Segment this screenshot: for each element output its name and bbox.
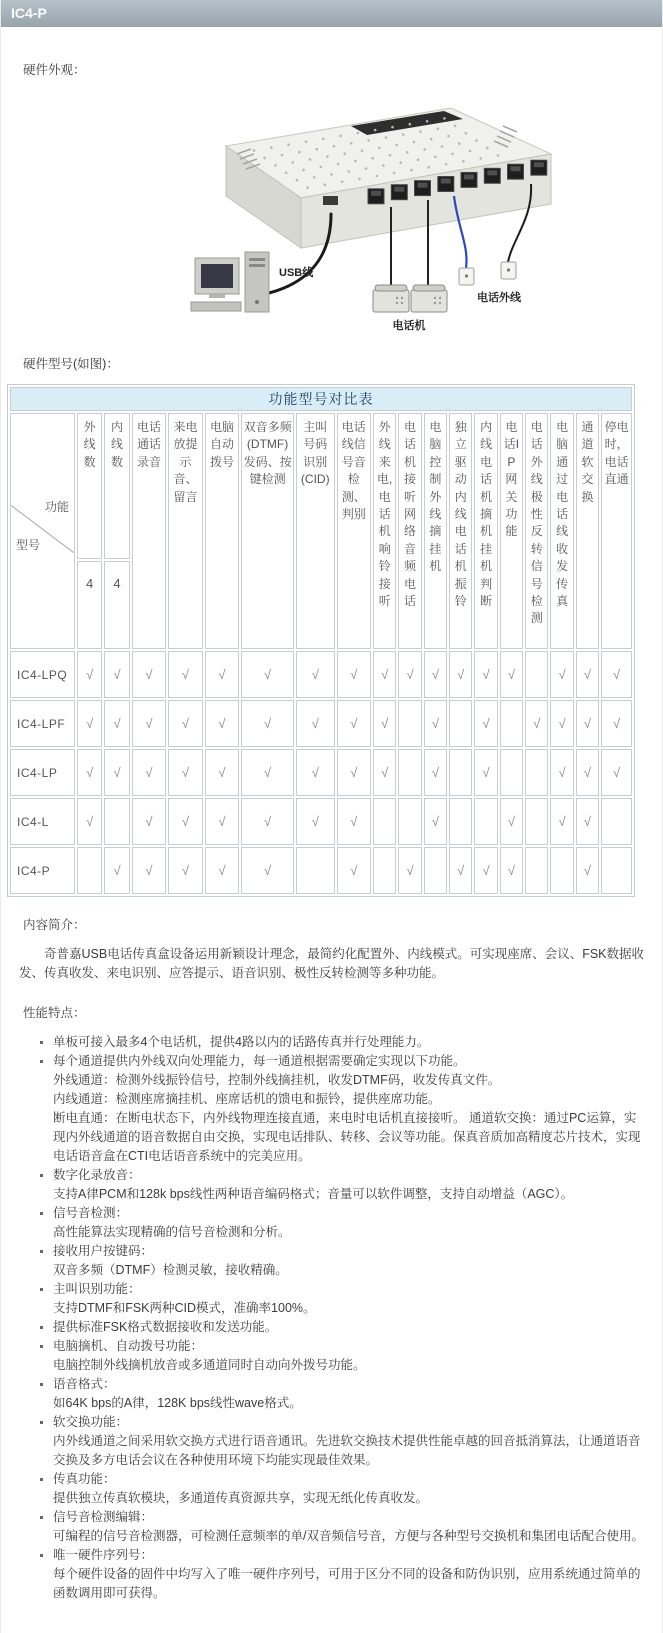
check-cell: √ [241,700,294,747]
check-cell [500,749,523,796]
check-cell: √ [474,749,497,796]
telephone-1 [373,285,409,312]
check-cell: √ [132,700,167,747]
feature-title: 电脑摘机、自动拨号功能： [53,1339,204,1353]
feature-detail: 如64K bps的A律，128K bps线性wave格式。 [53,1396,302,1410]
column-header: 内线电话机摘机挂机判断 [474,413,497,649]
check-cell: √ [576,847,599,894]
feature-item [53,1166,648,1204]
check-cell [398,700,421,747]
check-cell [474,798,497,845]
feature-title: 软交换功能： [53,1415,129,1429]
check-cell: √ [373,749,396,796]
check-cell: √ [205,749,240,796]
hardware-figure [1,86,662,338]
intro-label: 内容简介： [23,918,86,932]
check-cell: √ [576,651,599,698]
model-cell: IC4-P [10,847,75,894]
corner-bottom-label: 型号 [16,538,41,552]
check-cell: √ [241,798,294,845]
check-cell: √ [337,847,372,894]
check-cell [525,798,548,845]
column-header: 电脑控制外线摘挂机 [424,413,447,649]
check-cell: √ [550,749,573,796]
feature-comparison-table [7,384,635,897]
check-cell: √ [77,749,102,796]
check-cell: √ [449,651,472,698]
check-cell: √ [500,847,523,894]
check-cell: √ [241,749,294,796]
model-cell: IC4-L [10,798,75,845]
check-cell: √ [525,700,548,747]
feature-title: 每个通道提供内外线双向处理能力，每一通道根据需要确定实现以下功能。 [53,1054,466,1068]
feature-item [53,1508,648,1546]
check-cell: √ [104,700,129,747]
check-cell: √ [601,651,632,698]
check-cell: √ [500,798,523,845]
check-cell: √ [132,847,167,894]
feature-title: 语音格式： [53,1377,116,1391]
column-header: 电话外线极性反转信号检测 [525,413,548,649]
table-row [10,749,632,796]
check-cell: √ [296,651,335,698]
check-cell: √ [601,700,632,747]
column-header: 外线数 [77,413,102,559]
check-cell [398,749,421,796]
feature-detail: 内外线通道之间采用软交换方式进行语音通讯。先进软交换技术提供性能卓越的回音抵消算法，让通道语音交换及多方电话会议在各种使用环境下均能实现最佳效果。 [53,1434,641,1467]
column-header: 停电时，电话直通 [601,413,632,649]
feature-detail: 电脑控制外线摘机放音或多通道同时自动向外拨号功能。 [53,1358,366,1372]
check-cell: √ [205,847,240,894]
check-cell: √ [241,651,294,698]
column-header: 来电放提示音、留言 [168,413,203,649]
check-cell: √ [474,847,497,894]
check-cell: √ [77,700,102,747]
usb-cable-label: USB线 [279,267,314,279]
check-cell [601,847,632,894]
check-cell: √ [132,798,167,845]
feature-detail: 外线通道：检测外线振铃信号，控制外线摘挂机，收发DTMF码，收发传真文件。 [53,1073,501,1087]
check-cell: √ [550,700,573,747]
check-cell: √ [104,847,129,894]
check-cell [373,847,396,894]
computer [191,252,269,312]
check-cell: √ [337,700,372,747]
check-cell: √ [474,651,497,698]
check-cell: √ [337,651,372,698]
feature-detail: 内线通道：检测座席摘挂机、座席话机的馈电和振铃，提供座席功能。 [53,1092,441,1106]
page-title: IC4-P [11,5,47,21]
usb-port [323,196,338,205]
check-cell [449,700,472,747]
page-title-bar [1,0,662,27]
check-cell: √ [424,651,447,698]
check-cell [424,847,447,894]
intro-paragraph: 奇普嘉USB电话传真盒设备运用新颖设计理念，最简约化配置外、内线模式。可实现座席、会议、FSK数据收发、传真收发、来电识别、应答提示、语音识别、极性反转检测等多种功能。 [19,947,645,980]
check-cell: √ [168,700,203,747]
feature-title: 唯一硬件序列号： [53,1548,154,1562]
check-cell: √ [550,651,573,698]
check-cell [373,798,396,845]
feature-title: 主叫识别功能： [53,1282,141,1296]
check-cell [550,847,573,894]
wall-jack-2 [501,262,516,279]
check-cell: √ [132,749,167,796]
check-cell: √ [168,798,203,845]
check-cell: √ [373,700,396,747]
column-header: 电话线信号音检测、判别 [337,413,372,649]
features-label: 性能特点： [23,1006,86,1020]
feature-title: 传真功能： [53,1472,116,1486]
feature-detail: 可编程的信号音检测器，可检测任意频率的单/双音频信号音，方便与各种型号交换机和集团电话配合使用。 [53,1529,644,1543]
check-cell: √ [296,700,335,747]
model-cell: IC4-LPQ [10,651,75,698]
feature-item [53,1204,648,1242]
check-cell [104,798,129,845]
check-cell: √ [576,749,599,796]
check-cell: √ [337,749,372,796]
table-row [10,651,632,698]
feature-detail: 断电直通：在断电状态下，内外线物理连接直通，来电时电话机直接接听。 通道软交换：通过PC运算，实现内外线通道的语音数据自由交换，实现电话排队、转移、会议等功能。保真音质加高精度芯片技术，实现电话语音盒在CTI电话语音系统中的完美应用。 [53,1111,641,1163]
check-cell: √ [296,798,335,845]
feature-item [53,1318,648,1337]
feature-detail: 支持DTMF和FSK两种CID模式，准确率100%。 [53,1301,316,1315]
check-cell: √ [373,651,396,698]
feature-item [53,1413,648,1470]
check-cell: √ [601,749,632,796]
check-cell: √ [168,749,203,796]
feature-detail: 提供独立传真软模块，多通道传真资源共享，实现无纸化传真收发。 [53,1491,429,1505]
check-cell: √ [168,847,203,894]
feature-title: 信号音检测： [53,1206,129,1220]
check-cell: √ [500,651,523,698]
column-header: 主叫号码识别(CID) [296,413,335,649]
check-cell: √ [449,847,472,894]
feature-item [53,1280,648,1318]
check-cell [601,798,632,845]
check-cell: √ [241,847,294,894]
check-cell: √ [104,651,129,698]
table-title-row [10,387,632,411]
feature-title: 信号音检测编辑： [53,1510,154,1524]
check-cell: √ [398,651,421,698]
check-cell: √ [104,749,129,796]
check-cell: √ [77,798,102,845]
feature-detail: 支持A律PCM和128k bps线性两种语音编码格式；音量可以软件调整，支持自动增益（AGC）。 [53,1187,574,1201]
check-cell: √ [550,798,573,845]
corner-top-label: 功能 [44,500,69,514]
corner-cell [10,413,75,649]
model-cell: IC4-LP [10,749,75,796]
column-header: 内线数 [104,413,129,559]
check-cell: √ [77,651,102,698]
feature-detail: 高性能算法实现精确的信号音检测和分析。 [53,1225,291,1239]
check-cell: √ [337,798,372,845]
features-list [1,1033,662,1633]
column-header: 双音多频(DTMF)发码、按键检测 [241,413,294,649]
table-row [10,798,632,845]
check-cell [449,798,472,845]
check-cell [296,847,335,894]
line-count-cell: 4 [104,561,129,649]
check-cell: √ [132,651,167,698]
check-cell: √ [168,651,203,698]
feature-item [53,1337,648,1375]
model-label: 硬件型号(如图)： [23,357,119,371]
feature-detail: 双音多频（DTMF）检测灵敏，接收精确。 [53,1263,288,1277]
check-cell: √ [296,749,335,796]
model-cell: IC4-LPF [10,700,75,747]
check-cell [77,847,102,894]
feature-title: 提供标准FSK格式数据接收和发送功能。 [53,1320,278,1334]
device-box [226,108,551,248]
table-row [10,700,632,747]
telephone-2 [411,285,447,312]
outside-line-label: 电话外线 [477,292,521,304]
column-header: 电话通话录音 [132,413,167,649]
appearance-label: 硬件外观： [23,63,86,77]
column-header: 电话IP网关功能 [500,413,523,649]
check-cell: √ [424,749,447,796]
check-cell: √ [424,798,447,845]
feature-title: 数字化录放音： [53,1168,141,1182]
feature-item [53,1546,648,1603]
check-cell: √ [474,700,497,747]
wall-jack-1 [459,268,474,285]
check-cell [398,798,421,845]
check-cell: √ [205,798,240,845]
check-cell: √ [576,700,599,747]
feature-item [53,1375,648,1413]
feature-item [53,1242,648,1280]
feature-item [53,1033,648,1052]
column-header: 独立驱动内线电话机振铃 [449,413,472,649]
table-title: 功能型号对比表 [10,387,632,411]
check-cell [449,749,472,796]
telephone-label: 电话机 [392,320,426,332]
check-cell: √ [205,700,240,747]
feature-title: 接收用户按键码： [53,1244,154,1258]
feature-item [53,1470,648,1508]
check-cell [525,749,548,796]
check-cell [500,700,523,747]
feature-item [53,1052,648,1166]
check-cell: √ [398,847,421,894]
table-row [10,847,632,894]
column-header: 通道软交换 [576,413,599,649]
column-header: 电话机接听网络音频电话 [398,413,421,649]
column-header: 电脑自动拨号 [205,413,240,649]
check-cell: √ [424,700,447,747]
check-cell: √ [576,798,599,845]
check-cell [525,847,548,894]
device-illustration [151,86,581,336]
table-header-row [10,413,632,559]
check-cell: √ [205,651,240,698]
check-cell [525,651,548,698]
line-count-cell: 4 [77,561,102,649]
column-header: 外线来电,电话机响铃接听 [373,413,396,649]
feature-title: 单板可接入最多4个电话机，提供4路以内的话路传真并行处理能力。 [53,1035,430,1049]
column-header: 电脑通过电话线收发传真 [550,413,573,649]
feature-detail: 每个硬件设备的固件中均写入了唯一硬件序列号，可用于区分不同的设备和防伪识别，应用系统通过简单的函数调用即可获得。 [53,1567,641,1600]
